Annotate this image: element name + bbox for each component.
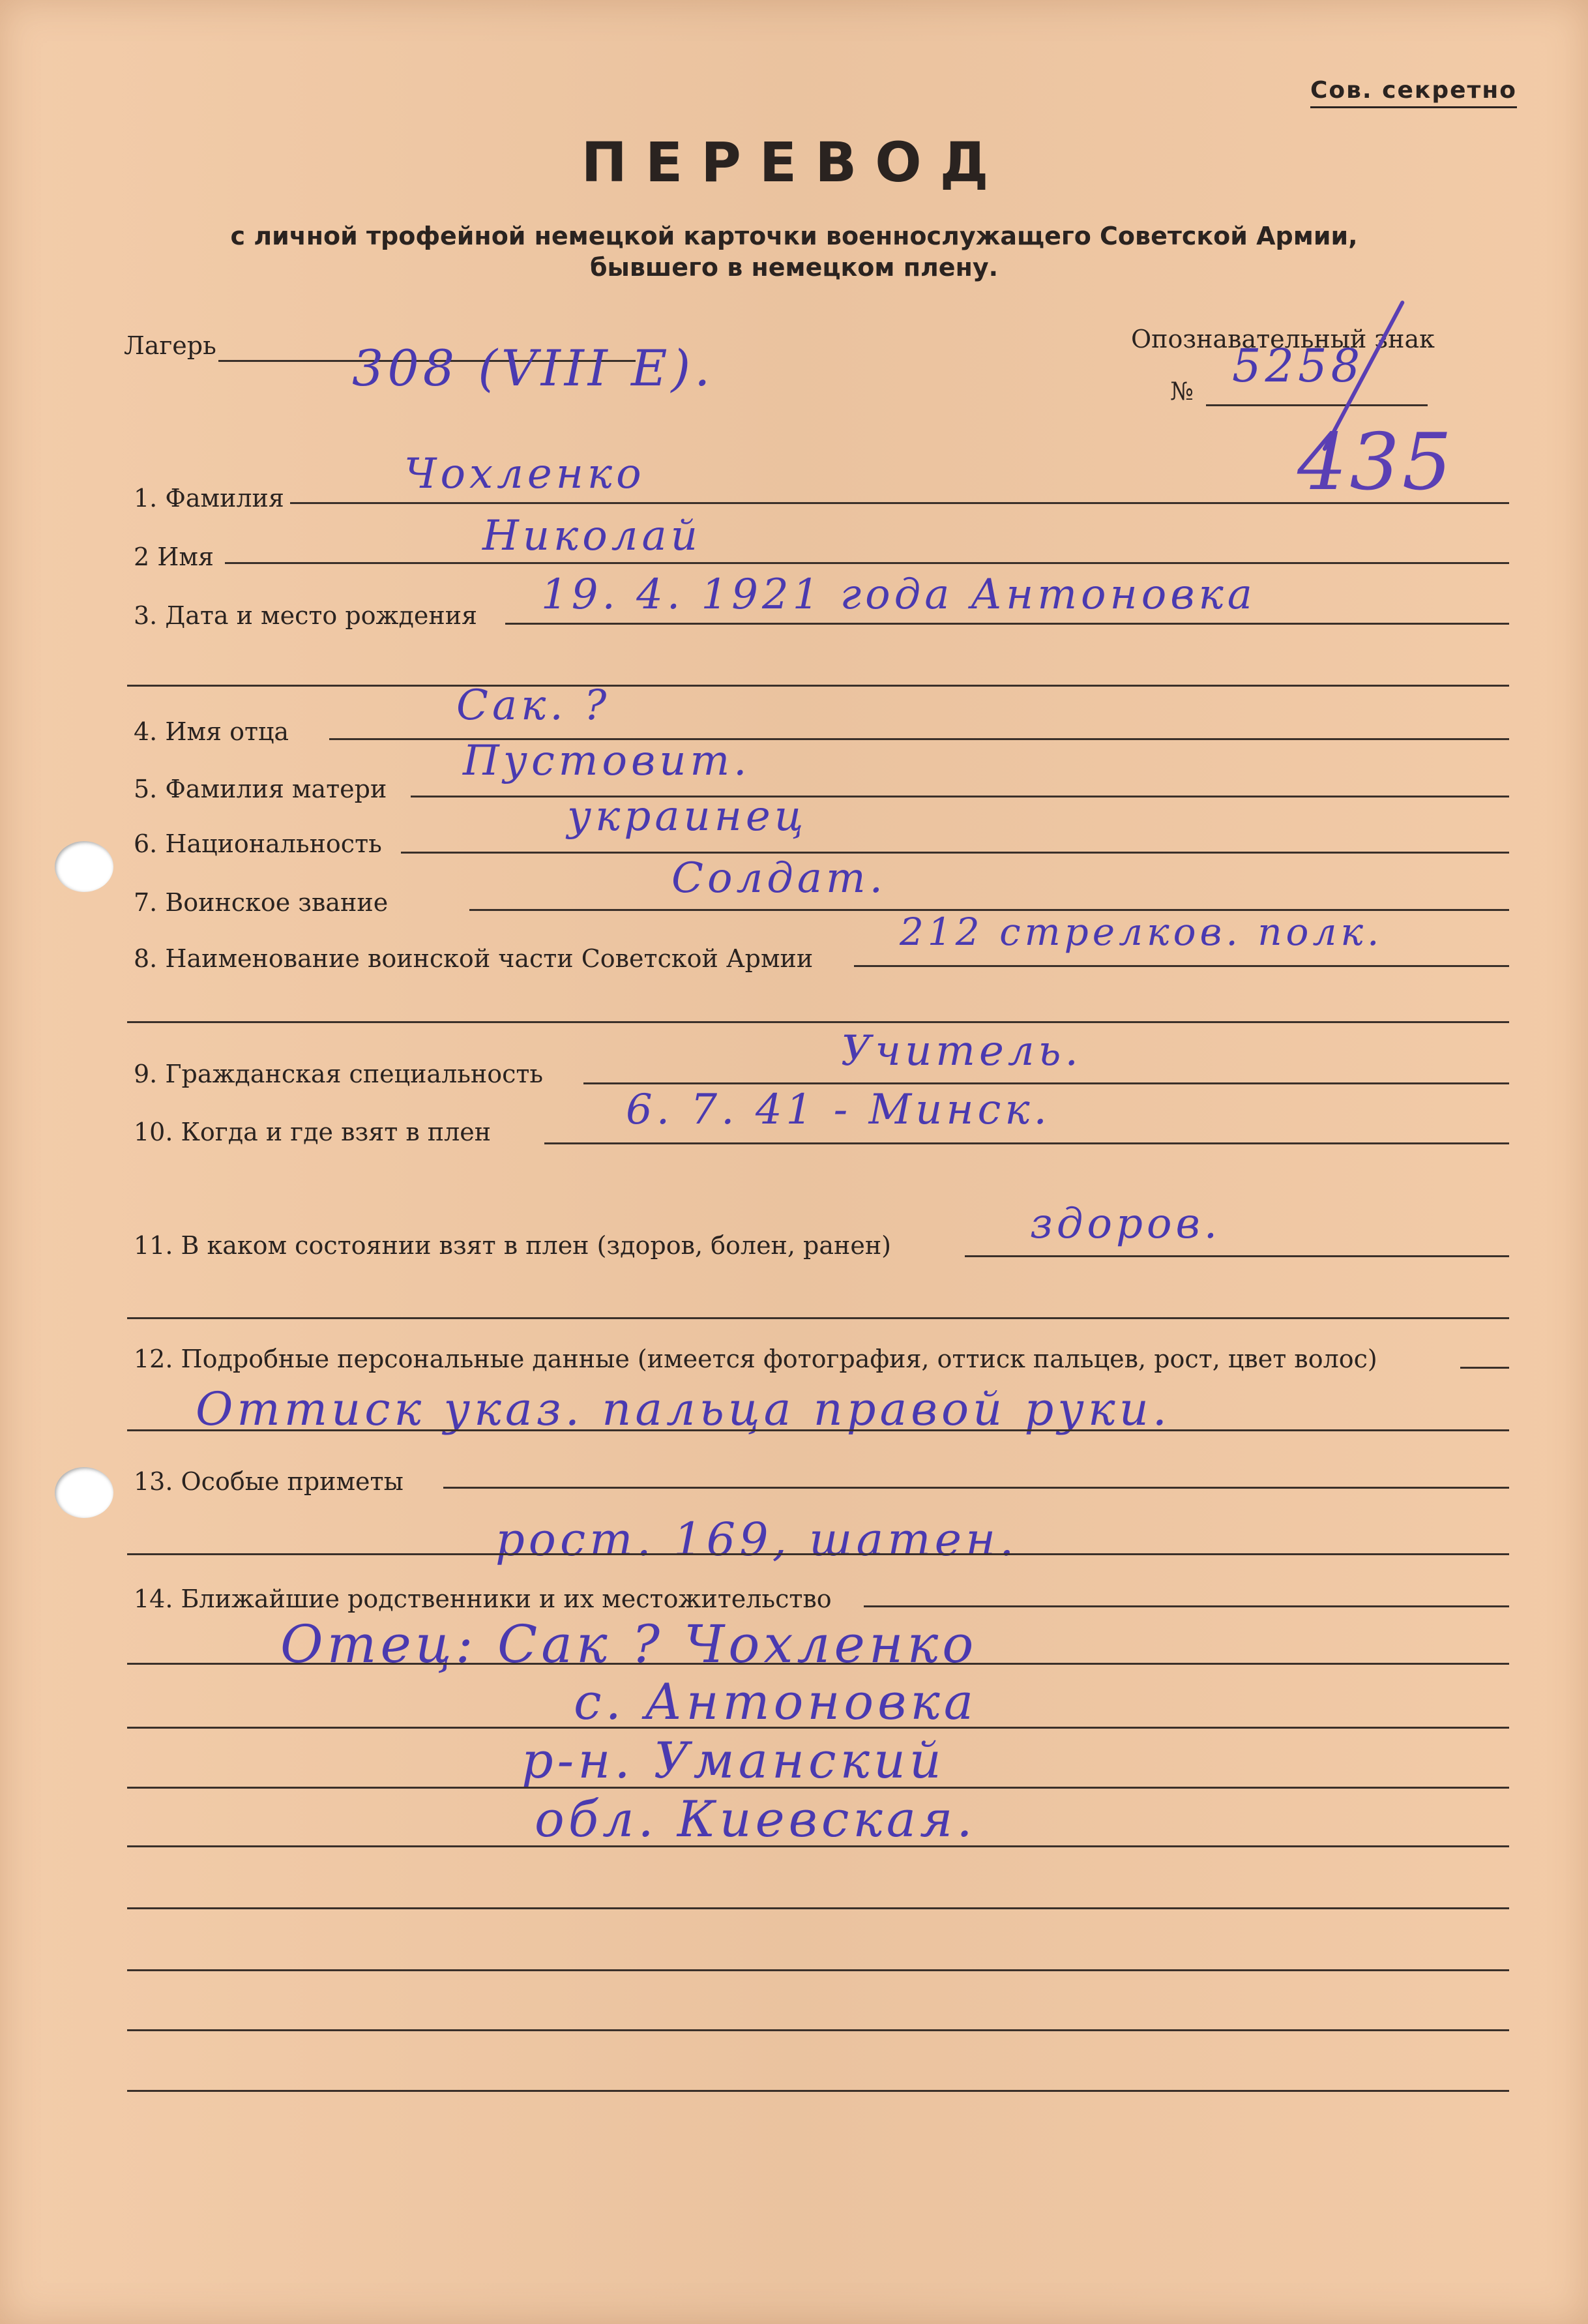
punch-hole xyxy=(55,1467,113,1518)
field-label-personal-data: 12. Подробные персональные данные (имеется фотография, оттиск пальцев, рост, цвет волос) xyxy=(134,1345,1377,1373)
field-value-relatives: Отец: Сак ? Чохленко xyxy=(280,1614,978,1675)
field-label-surname: 1. Фамилия xyxy=(134,484,284,513)
field-label-mother: 5. Фамилия матери xyxy=(134,775,387,803)
field-line xyxy=(127,1663,1509,1665)
field-line xyxy=(127,1317,1509,1319)
field-value-nationality: украинец xyxy=(567,792,808,841)
field-value-mother: Пустовит. xyxy=(463,737,751,785)
field-label-relatives: 14. Ближайшие родственники и их местожительство xyxy=(134,1585,832,1613)
relatives-district: р-н. Уманский xyxy=(522,1731,945,1789)
field-line xyxy=(127,1845,1509,1847)
field-line xyxy=(127,1787,1509,1789)
field-value-birth: 19. 4. 1921 года Антоновка xyxy=(541,571,1256,619)
field-line xyxy=(127,685,1509,687)
field-value-unit: 212 стрелков. полк. xyxy=(900,910,1383,954)
tag-line xyxy=(1206,404,1428,406)
field-line xyxy=(583,1082,1509,1084)
page-subtitle xyxy=(0,220,1588,283)
field-value-features: рост. 169, шатен. xyxy=(495,1513,1018,1566)
relatives-region: обл. Киевская. xyxy=(535,1790,977,1848)
field-label-nationality: 6. Национальность xyxy=(134,829,382,858)
field-value-first-name: Николай xyxy=(482,512,701,560)
tag-label: Опознавательный знак xyxy=(1131,325,1435,353)
classification-stamp: Сов. секретно xyxy=(1310,77,1517,108)
field-line xyxy=(965,1255,1509,1257)
field-line xyxy=(127,2029,1509,2031)
field-label-unit: 8. Наименование воинской части Советской Армии xyxy=(134,944,814,973)
field-line xyxy=(127,1969,1509,1971)
field-line xyxy=(127,1553,1509,1555)
field-line xyxy=(127,1021,1509,1023)
field-value-condition: здоров. xyxy=(1030,1200,1222,1248)
field-label-profession: 9. Гражданская специальность xyxy=(134,1060,544,1088)
field-line xyxy=(443,1487,1509,1489)
field-line xyxy=(1460,1367,1509,1369)
field-line xyxy=(854,965,1509,967)
field-value-father: Сак. ? xyxy=(456,681,611,730)
tag-number-label: № xyxy=(1170,377,1194,406)
field-label-father: 4. Имя отца xyxy=(134,717,289,746)
field-value-profession: Учитель. xyxy=(841,1027,1082,1075)
field-label-captured: 10. Когда и где взят в плен xyxy=(134,1118,492,1146)
field-line xyxy=(127,2090,1509,2092)
punch-hole xyxy=(55,841,113,892)
field-value-personal-data: Оттиск указ. пальца правой руки. xyxy=(196,1382,1171,1436)
subtitle-line-2: бывшего в немецком плену. xyxy=(589,253,999,282)
camp-label: Лагерь xyxy=(124,331,216,360)
relatives-village: с. Антоновка xyxy=(574,1673,978,1731)
field-value-surname: Чохленко xyxy=(404,450,645,498)
field-label-features: 13. Особые приметы xyxy=(134,1467,404,1496)
subtitle-line-1: с личной трофейной немецкой карточки военнослужащего Советской Армии, xyxy=(230,222,1358,250)
field-label-rank: 7. Воинское звание xyxy=(134,888,389,917)
camp-value: 308 (VIII E). xyxy=(352,339,714,397)
field-label-birth: 3. Дата и место рождения xyxy=(134,601,478,630)
page-title: ПЕРЕВОД xyxy=(581,130,1007,194)
field-line xyxy=(544,1142,1509,1144)
field-label-condition: 11. В каком состоянии взят в плен (здоров, болен, ранен) xyxy=(134,1231,891,1260)
field-line xyxy=(401,852,1509,854)
field-label-first-name: 2 Имя xyxy=(134,543,214,571)
field-value-rank: Солдат. xyxy=(671,854,887,902)
field-line xyxy=(225,562,1509,564)
field-line xyxy=(127,1727,1509,1729)
field-line xyxy=(864,1605,1509,1607)
tag-annotation: 435 xyxy=(1297,417,1455,508)
field-value-captured: 6. 7. 41 - Минск. xyxy=(626,1086,1051,1134)
tag-number-value: 5258 xyxy=(1232,339,1364,393)
field-line xyxy=(290,502,1509,504)
field-line xyxy=(505,623,1509,625)
field-line xyxy=(127,1907,1509,1909)
field-line xyxy=(127,1429,1509,1431)
